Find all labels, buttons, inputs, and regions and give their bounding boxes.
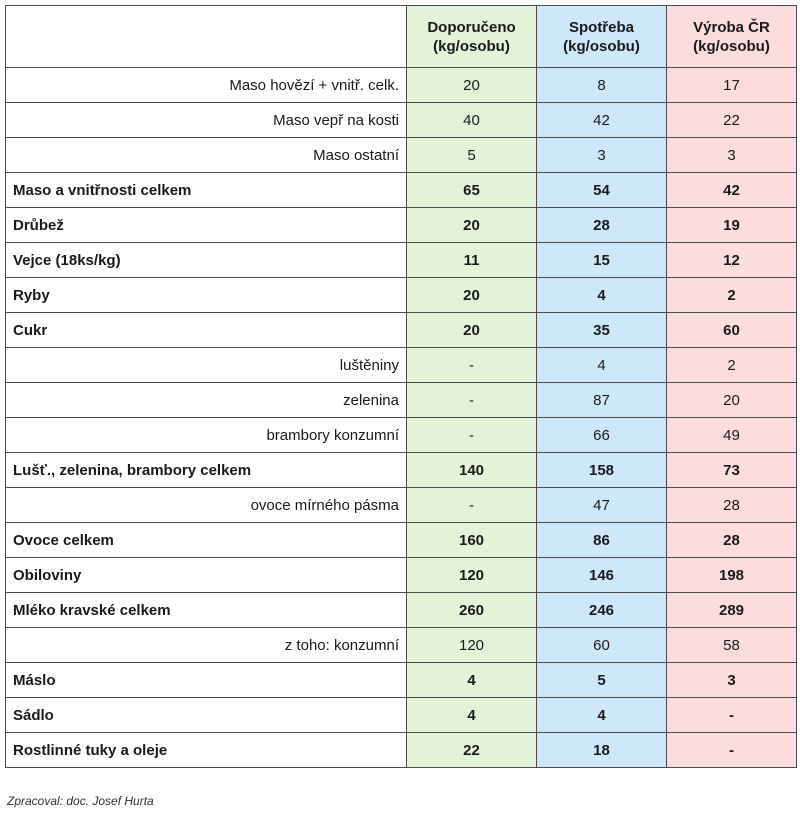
row-label: Lušť., zelenina, brambory celkem	[6, 453, 407, 488]
row-label: Drůbež	[6, 208, 407, 243]
row-label: Máslo	[6, 663, 407, 698]
cell-spotreba: 246	[537, 593, 667, 628]
table-row	[6, 418, 797, 453]
cell-vyroba: 12	[667, 243, 797, 278]
cell-vyroba: 42	[667, 173, 797, 208]
header-vyroba	[667, 6, 797, 68]
cell-doporuceno: 120	[407, 558, 537, 593]
table-row	[6, 488, 797, 523]
row-label: Rostlinné tuky a oleje	[6, 733, 407, 768]
table-row	[6, 663, 797, 698]
cell-vyroba: 2	[667, 278, 797, 313]
cell-vyroba: -	[667, 698, 797, 733]
cell-vyroba: 19	[667, 208, 797, 243]
table-row	[6, 698, 797, 733]
table-row	[6, 523, 797, 558]
cell-doporuceno: 5	[407, 138, 537, 173]
cell-vyroba: 28	[667, 523, 797, 558]
header-doporuceno-title: Doporučeno	[427, 18, 516, 36]
table-row	[6, 558, 797, 593]
cell-doporuceno: 140	[407, 453, 537, 488]
author-caption: Zpracoval: doc. Josef Hurta	[7, 794, 154, 808]
cell-doporuceno: -	[407, 488, 537, 523]
row-label: Maso a vnitřnosti celkem	[6, 173, 407, 208]
row-label: zelenina	[6, 383, 407, 418]
cell-doporuceno: 11	[407, 243, 537, 278]
row-label: Mléko kravské celkem	[6, 593, 407, 628]
table-row	[6, 628, 797, 663]
cell-vyroba: 20	[667, 383, 797, 418]
table-row	[6, 348, 797, 383]
row-label: Ovoce celkem	[6, 523, 407, 558]
cell-spotreba: 54	[537, 173, 667, 208]
table-row	[6, 243, 797, 278]
row-label: Sádlo	[6, 698, 407, 733]
cell-spotreba: 4	[537, 348, 667, 383]
cell-doporuceno: 120	[407, 628, 537, 663]
cell-spotreba: 5	[537, 663, 667, 698]
row-label: Vejce (18ks/kg)	[6, 243, 407, 278]
cell-spotreba: 8	[537, 68, 667, 103]
row-label: Maso hovězí + vnitř. celk.	[6, 68, 407, 103]
cell-vyroba: 3	[667, 663, 797, 698]
row-label: z toho: konzumní	[6, 628, 407, 663]
cell-vyroba: 22	[667, 103, 797, 138]
row-label: Maso vepř na kosti	[6, 103, 407, 138]
row-label: Cukr	[6, 313, 407, 348]
table-row	[6, 733, 797, 768]
table-row	[6, 278, 797, 313]
row-label: Obiloviny	[6, 558, 407, 593]
cell-doporuceno: 260	[407, 593, 537, 628]
food-consumption-table	[5, 5, 797, 768]
cell-spotreba: 4	[537, 278, 667, 313]
header-spotreba-title: Spotřeba	[568, 18, 634, 36]
cell-vyroba: 198	[667, 558, 797, 593]
table-row	[6, 173, 797, 208]
cell-doporuceno: 20	[407, 208, 537, 243]
row-label: ovoce mírného pásma	[6, 488, 407, 523]
cell-doporuceno: 4	[407, 663, 537, 698]
cell-doporuceno: 20	[407, 278, 537, 313]
cell-doporuceno: 40	[407, 103, 537, 138]
cell-spotreba: 60	[537, 628, 667, 663]
cell-spotreba: 15	[537, 243, 667, 278]
cell-vyroba: 2	[667, 348, 797, 383]
table-row	[6, 453, 797, 488]
header-spotreba	[537, 6, 667, 68]
cell-vyroba: 289	[667, 593, 797, 628]
table-body	[6, 68, 797, 768]
cell-doporuceno: -	[407, 348, 537, 383]
table-row	[6, 138, 797, 173]
cell-vyroba: 3	[667, 138, 797, 173]
table-row	[6, 593, 797, 628]
cell-doporuceno: -	[407, 418, 537, 453]
cell-doporuceno: 4	[407, 698, 537, 733]
header-blank-cell	[6, 6, 407, 68]
table-row	[6, 103, 797, 138]
cell-spotreba: 146	[537, 558, 667, 593]
header-vyroba-unit: (kg/osobu)	[693, 37, 770, 55]
table-row	[6, 68, 797, 103]
header-doporuceno	[407, 6, 537, 68]
cell-spotreba: 86	[537, 523, 667, 558]
cell-spotreba: 47	[537, 488, 667, 523]
header-vyroba-title: Výroba ČR	[693, 18, 770, 36]
cell-vyroba: 17	[667, 68, 797, 103]
cell-spotreba: 4	[537, 698, 667, 733]
cell-spotreba: 158	[537, 453, 667, 488]
header-spotreba-unit: (kg/osobu)	[563, 37, 640, 55]
cell-spotreba: 66	[537, 418, 667, 453]
cell-vyroba: 28	[667, 488, 797, 523]
table-row	[6, 208, 797, 243]
cell-doporuceno: 20	[407, 313, 537, 348]
cell-doporuceno: 20	[407, 68, 537, 103]
cell-doporuceno: 160	[407, 523, 537, 558]
cell-vyroba: -	[667, 733, 797, 768]
cell-spotreba: 35	[537, 313, 667, 348]
cell-spotreba: 3	[537, 138, 667, 173]
cell-spotreba: 18	[537, 733, 667, 768]
header-doporuceno-unit: (kg/osobu)	[433, 37, 510, 55]
cell-vyroba: 58	[667, 628, 797, 663]
cell-spotreba: 28	[537, 208, 667, 243]
row-label: Maso ostatní	[6, 138, 407, 173]
row-label: Ryby	[6, 278, 407, 313]
cell-doporuceno: -	[407, 383, 537, 418]
cell-vyroba: 60	[667, 313, 797, 348]
row-label: brambory konzumní	[6, 418, 407, 453]
cell-spotreba: 87	[537, 383, 667, 418]
cell-spotreba: 42	[537, 103, 667, 138]
cell-doporuceno: 65	[407, 173, 537, 208]
table-row	[6, 383, 797, 418]
cell-vyroba: 73	[667, 453, 797, 488]
row-label: luštěniny	[6, 348, 407, 383]
table-row	[6, 313, 797, 348]
cell-doporuceno: 22	[407, 733, 537, 768]
cell-vyroba: 49	[667, 418, 797, 453]
header-row	[6, 6, 797, 68]
